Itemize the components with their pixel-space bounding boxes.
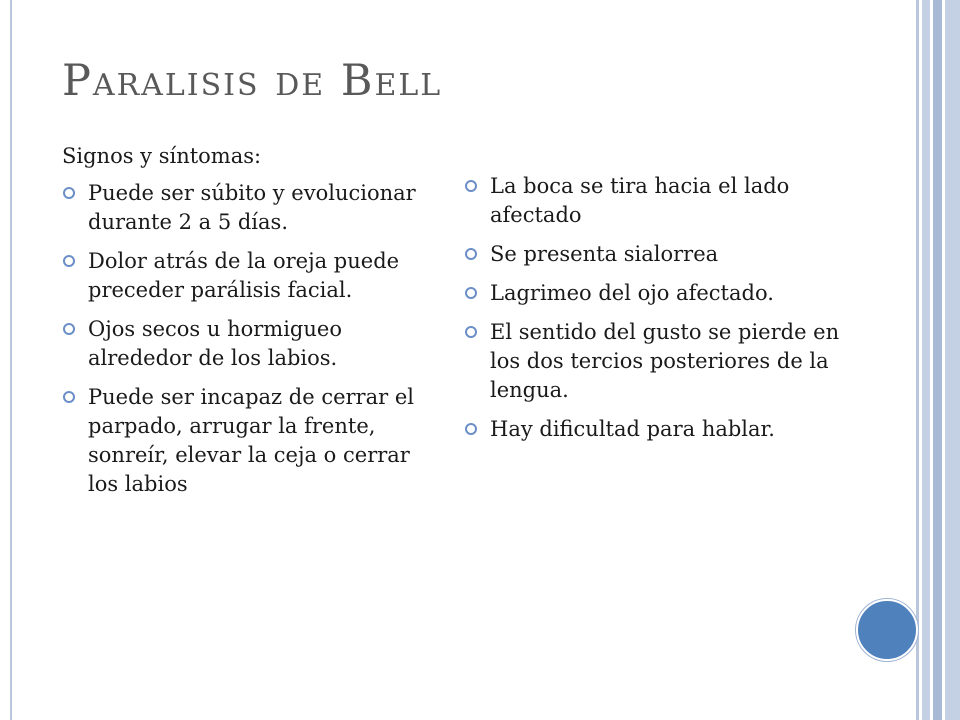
section-heading: Signos y síntomas:: [62, 144, 262, 168]
ring-bullet-icon: [464, 422, 478, 436]
list-item: [464, 240, 864, 269]
list-item-text: Se presenta sialorrea: [490, 242, 719, 266]
ring-bullet-icon: [62, 390, 76, 404]
list-item: [62, 179, 442, 237]
list-item-text: El sentido del gusto se pierde en los dos tercios posteriores de la lengua.: [490, 320, 840, 402]
ring-bullet-icon: [62, 186, 76, 200]
list-item: [464, 172, 864, 230]
ring-bullet-icon: [62, 254, 76, 268]
decorative-stripe: [945, 0, 960, 720]
ring-bullet-icon: [464, 286, 478, 300]
left-bullet-list: [62, 179, 442, 499]
ring-bullet-icon: [464, 179, 478, 193]
list-item-text: Hay dificultad para hablar.: [490, 417, 775, 441]
decorative-stripe: [933, 0, 942, 720]
list-item-text: La boca se tira hacia el lado afectado: [490, 174, 790, 227]
list-item: [464, 279, 864, 308]
ring-bullet-icon: [62, 322, 76, 336]
list-item: [464, 415, 864, 444]
slide-frame-left: [10, 0, 12, 720]
ring-bullet-icon: [464, 247, 478, 261]
list-item: [62, 247, 442, 305]
slide-title: Paralisis de Bell: [62, 56, 443, 106]
list-item: [464, 318, 864, 405]
right-bullet-list: [464, 172, 864, 444]
list-item: [62, 383, 442, 499]
decorative-stripe: [922, 0, 930, 720]
ring-bullet-icon: [464, 325, 478, 339]
left-column: [62, 142, 442, 509]
list-item-text: Puede ser incapaz de cerrar el parpado, arrugar la frente, sonreír, elevar la ceja o cerrar los labios: [88, 385, 414, 496]
list-item: [62, 315, 442, 373]
list-item-text: Puede ser súbito y evolucionar durante 2 a 5 días.: [88, 181, 416, 234]
right-column: [464, 172, 864, 454]
list-item-text: Ojos secos u hormigueo alrededor de los labios.: [88, 317, 342, 370]
slide-frame-right: [916, 0, 919, 720]
list-item-text: Dolor atrás de la oreja puede preceder parálisis facial.: [88, 249, 400, 302]
accent-circle: [856, 599, 918, 661]
list-item-text: Lagrimeo del ojo afectado.: [490, 281, 774, 305]
